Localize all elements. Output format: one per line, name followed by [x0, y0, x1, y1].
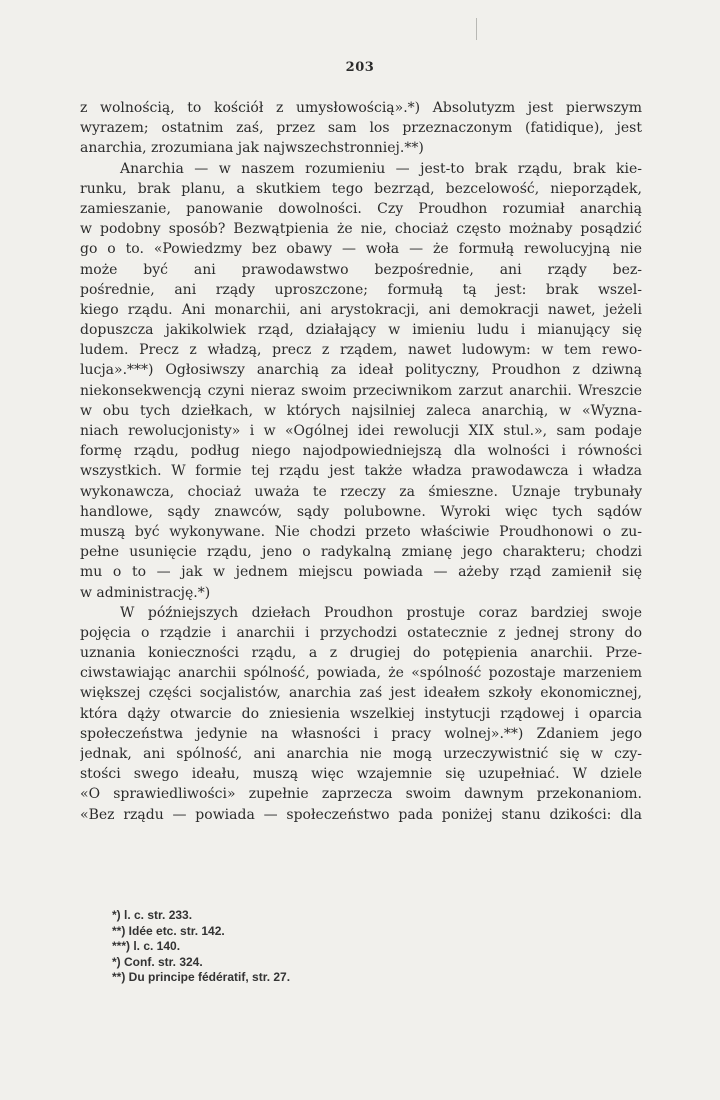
- text-line: handlowe, sądy znawców, sądy polubowne. Wyroki więc tych sądów: [80, 503, 642, 520]
- text-line: anarchia, zrozumiana jak najwszechstronniej.**): [80, 140, 424, 157]
- footnotes: [112, 908, 612, 986]
- text-line: Anarchia — w naszem rozumieniu — jest-to brak rządu, brak kie-: [120, 160, 642, 177]
- text-line: formę rządu, podług niego najodpowiedniejszą dla wolności i równości: [80, 443, 642, 460]
- text-line: pojęcia o rządzie i anarchii i przychodzi ostatecznie z jednej strony do: [80, 624, 642, 641]
- body-text: [80, 98, 642, 825]
- text-line: wyrazem; ostatnim zaś, przez sam los przeznaczonym (fatidique), jest: [80, 120, 642, 137]
- text-line: wszystkich. W formie tej rządu jest także władza prawodawcza i władza: [80, 463, 642, 480]
- text-line: go o to. «Powiedzmy bez obawy — woła — że formułą rewolucyjną nie: [80, 241, 642, 258]
- footnote: ***) l. c. 140.: [112, 939, 181, 954]
- text-line: W późniejszych dziełach Proudhon prostuje coraz bardziej swoje: [120, 604, 642, 621]
- text-line: z wolnością, to kościół z umysłowością».*) Absolutyzm jest pierwszym: [80, 100, 642, 116]
- text-line: może być ani prawodawstwo bezpośrednie, ani rządy bez-: [80, 261, 642, 278]
- text-line: «Bez rządu — powiada — społeczeństwo pada poniżej stanu dzikości: dla: [80, 806, 642, 823]
- text-line: dopuszcza jakikolwiek rząd, działający w imieniu ludu i mianujący się: [80, 322, 642, 339]
- text-line: w administrację.*): [80, 584, 211, 601]
- footnote: *) l. c. str. 233.: [112, 908, 193, 922]
- text-line: «O sprawiedliwości» zupełnie zaprzecza swoim dawnym przekonaniom.: [80, 786, 642, 803]
- text-line: niach rewolucjonisty» i w «Ogólnej idei rewolucji XIX stul.», sam podaje: [80, 423, 642, 439]
- footnote: **) Idée etc. str. 142.: [112, 923, 225, 938]
- scan-mark: [476, 18, 477, 40]
- text-line: zamieszanie, panowanie dowolności. Czy Proudhon rozumiał anarchią: [80, 200, 642, 217]
- text-line: w obu tych dziełkach, w których najsilniej zaleca anarchią, w «Wyzna-: [80, 402, 642, 419]
- text-line: jednak, ani spólność, ani anarchia nie mogą urzeczywistnić się w czy-: [80, 746, 642, 762]
- text-line: w podobny sposób? Bezwątpienia że nie, chociaż często możnaby posądzić: [80, 221, 642, 238]
- footnote: *) Conf. str. 324.: [112, 954, 203, 969]
- footnote: **) Du principe fédératif, str. 27.: [112, 970, 291, 985]
- text-line: uznania konieczności rządu, a z drugiej do potępienia anarchii. Prze-: [80, 645, 642, 662]
- text-line: kiego rządu. Ani monarchii, ani arystokracji, ani demokracji nawet, jeżeli: [80, 301, 642, 318]
- page-number: 203: [345, 60, 375, 75]
- text-line: stości swego ideału, muszą więc wzajemnie się uzupełniać. W dziele: [80, 766, 642, 783]
- text-line: społeczeństwa jedynie na własności i pracy wolnej».**) Zdaniem jego: [80, 725, 642, 742]
- text-line: lucja».***) Ogłosiwszy anarchią za ideał polityczny, Proudhon z dziwną: [80, 362, 642, 379]
- text-line: pełne usunięcie rządu, jeno o radykalną zmianę jego charakteru; chodzi: [80, 544, 642, 561]
- text-line: ciwstawiając anarchii spólność, powiada, że «spólność pozostaje marzeniem: [80, 665, 642, 682]
- text-line: która dąży otwarcie do zniesienia wszelkiej instytucji rządowej i oparcia: [80, 705, 642, 722]
- text-line: ludem. Precz z władzą, precz z rządem, nawet ludowym: w tem rewo-: [80, 342, 642, 359]
- text-line: wykonawcza, chociaż uważa te rzeczy za śmieszne. Uznaje trybunały: [80, 483, 642, 500]
- text-line: niekonsekwencją czyni nieraz swoim przeciwnikom zarzut anarchii. Wreszcie: [80, 382, 642, 399]
- text-line: muszą być wykonywane. Nie chodzi przeto właściwie Proudhonowi o zu-: [80, 523, 642, 540]
- text-line: pośrednie, ani rządy uproszczone; formułą tą jest: brak wszel-: [80, 281, 642, 298]
- text-line: większej części socjalistów, anarchia zaś jest ideałem szkoły ekonomicznej,: [80, 685, 642, 702]
- text-line: mu o to — jak w jednem miejscu powiada — ażeby rząd zamienił się: [80, 564, 642, 581]
- text-line: runku, brak planu, a skutkiem tego bezrząd, bezcelowość, nieporządek,: [80, 180, 642, 197]
